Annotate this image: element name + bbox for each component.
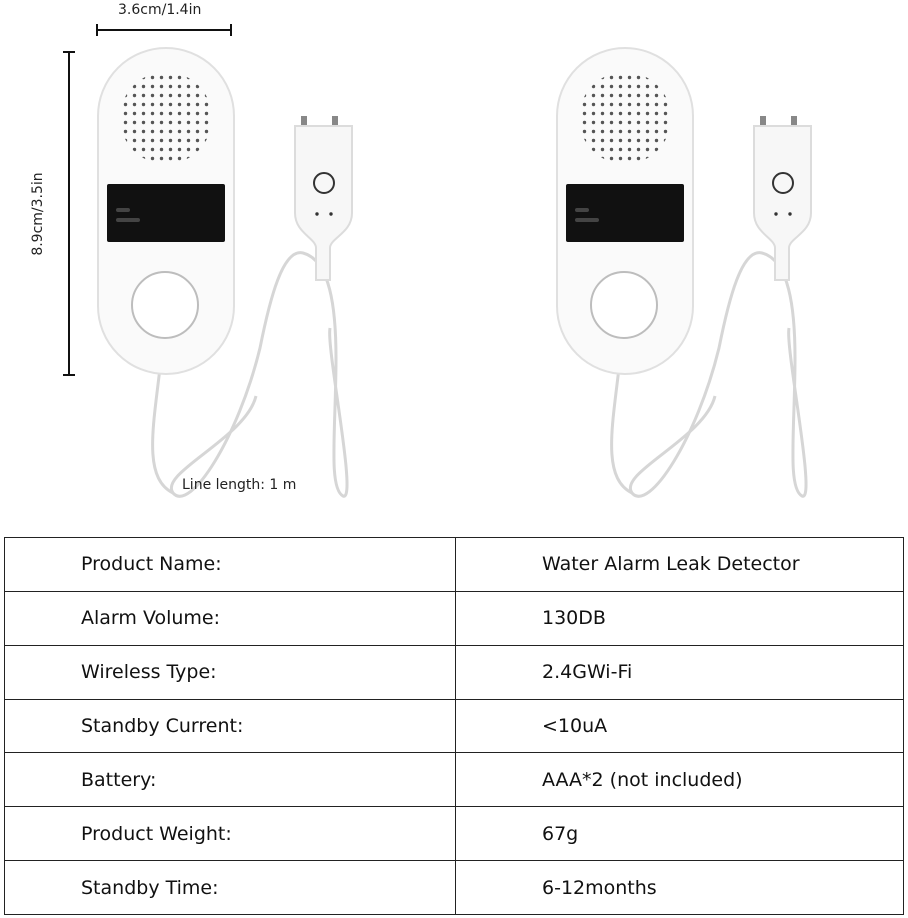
spec-value: AAA*2 (not included) — [456, 753, 904, 807]
spec-label: Battery: — [5, 753, 456, 807]
spec-label: Product Name: — [5, 538, 456, 592]
spec-label: Wireless Type: — [5, 645, 456, 699]
width-dimension-line — [97, 24, 231, 36]
height-label: 8.9cm/3.5in — [30, 172, 46, 256]
spec-value: Water Alarm Leak Detector — [456, 538, 904, 592]
spec-table — [4, 537, 904, 915]
detector-right — [557, 48, 811, 496]
height-dimension-line — [63, 52, 75, 375]
spec-label: Alarm Volume: — [5, 591, 456, 645]
spec-label: Standby Time: — [5, 861, 456, 915]
table-row — [5, 861, 904, 915]
line-length-label: Line length: 1 m — [182, 477, 297, 493]
table-row — [5, 591, 904, 645]
spec-value: 6-12months — [456, 861, 904, 915]
table-row — [5, 699, 904, 753]
detector-left — [98, 48, 352, 496]
spec-value: 67g — [456, 807, 904, 861]
spec-label: Product Weight: — [5, 807, 456, 861]
table-row — [5, 753, 904, 807]
width-label: 3.6cm/1.4in — [118, 2, 202, 18]
table-row — [5, 807, 904, 861]
spec-value: 2.4GWi-Fi — [456, 645, 904, 699]
spec-value: 130DB — [456, 591, 904, 645]
table-row — [5, 538, 904, 592]
spec-value: <10uA — [456, 699, 904, 753]
spec-label: Standby Current: — [5, 699, 456, 753]
table-row — [5, 645, 904, 699]
